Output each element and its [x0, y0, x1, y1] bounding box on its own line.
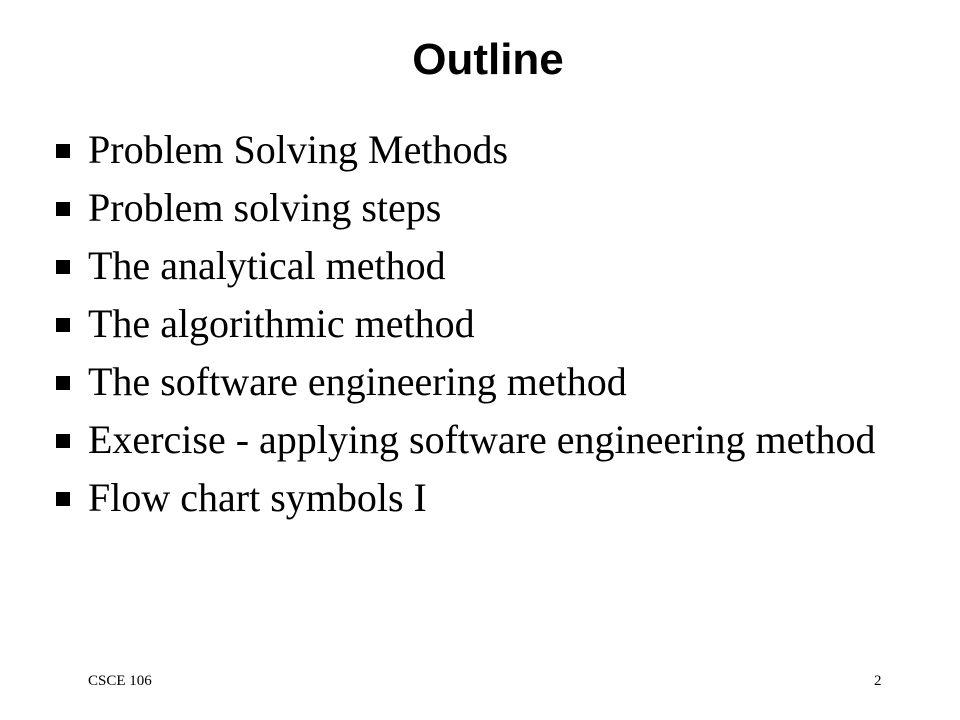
bullet-text: The software engineering method [88, 359, 627, 404]
bullet-item [56, 358, 908, 406]
square-bullet-icon [56, 318, 70, 332]
square-bullet-icon [56, 434, 70, 448]
square-bullet-icon [56, 260, 70, 274]
bullet-text: Exercise - applying software engineering method [88, 417, 876, 462]
page-number: 2 [874, 673, 882, 689]
bullet-item [56, 242, 908, 290]
bullet-item [56, 416, 908, 464]
bullet-item [56, 474, 908, 522]
bullet-text: The analytical method [88, 243, 446, 288]
bullet-item [56, 300, 908, 348]
square-bullet-icon [56, 492, 70, 506]
square-bullet-icon [56, 202, 70, 216]
bullet-item [56, 126, 908, 174]
bullet-item [56, 184, 908, 232]
bullet-text: Problem solving steps [88, 185, 442, 230]
course-code: CSCE 106 [88, 673, 152, 689]
bullet-text: The algorithmic method [88, 301, 475, 346]
square-bullet-icon [56, 144, 70, 158]
slide-title: Outline [412, 35, 564, 84]
square-bullet-icon [56, 376, 70, 390]
bullet-list [56, 126, 908, 532]
bullet-text: Flow chart symbols I [88, 475, 427, 520]
bullet-text: Problem Solving Methods [88, 127, 509, 172]
